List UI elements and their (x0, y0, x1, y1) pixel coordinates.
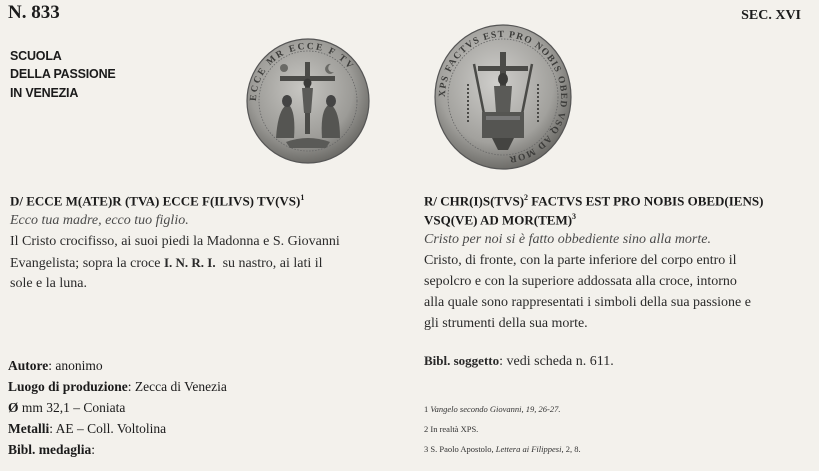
obverse-legend: D/ ECCE M(ATE)R (TVA) ECCE F(ILIVS) TV(VS)$^1$ (10, 193, 305, 209)
subject-bibliography: Bibl. soggetto: vedi scheda n. 611. (424, 353, 614, 369)
footnote-2: 2 In realtà XPS. (424, 424, 479, 434)
reverse-description-line-3: alla quale sono rappresentati i simboli della sua passione e (424, 295, 751, 310)
reverse-description-line-2: sepolcro e con la superiore addossata alla croce, intorno (424, 274, 737, 289)
obverse-coin-legend: ECCE MR ECCE F TV (248, 41, 356, 102)
reverse-description-line-4: gli strumenti della sua morte. (424, 316, 588, 331)
inri-inscription: I. N. R. I. (163, 255, 216, 270)
reverse-legend-line-1: R/ CHR(I)S(TVS)$^2$ FACTVS EST PRO NOBIS OBED(IENS) (424, 193, 764, 209)
reverse-coin-legend: XPS FACTVS EST PRO NOBIS OBED VSQ AD MOR (437, 29, 569, 164)
century-label: SEC. XVI (741, 8, 801, 23)
meta-medal-bibliography: Bibl. medaglia: (8, 442, 96, 457)
obverse-description-line-1: Il Cristo crocifisso, ai suoi piedi la Madonna e S. Giovanni (10, 234, 340, 249)
reverse-translation: Cristo per noi si è fatto obbediente sino alla morte. (424, 232, 711, 247)
subject-line-1: SCUOLA (10, 49, 62, 63)
meta-production-place: Luogo di produzione: Zecca di Venezia (8, 379, 227, 394)
obverse-description-line-3: sole e la luna. (10, 276, 87, 291)
reverse-legend-line-2: VSQ(VE) AD MOR(TEM)$^3$ (424, 212, 577, 228)
reverse-coin-image (434, 24, 572, 170)
reverse-description-line-1: Cristo, di fronte, con la parte inferiore del corpo entro il (424, 253, 737, 268)
subject-line-3: IN VENEZIA (10, 86, 79, 100)
meta-author: Autore: anonimo (8, 358, 103, 373)
obverse-description-line-2: Evangelista; sopra la croce I. N. R. I. su nastro, ai lati il (10, 255, 323, 271)
obverse-translation: Ecco tua madre, ecco tuo figlio. (10, 213, 189, 228)
catalog-number: N. 833 (8, 2, 60, 23)
obverse-coin-image (246, 38, 370, 164)
footnote-3: 3 S. Paolo Apostolo, Lettera ai Filippesi, 2, 8. (424, 444, 581, 454)
meta-diameter: Ø mm 32,1 – Coniata (8, 400, 126, 415)
subject-line-2: DELLA PASSIONE (10, 67, 116, 81)
meta-metals: Metalli: AE – Coll. Voltolina (8, 421, 167, 436)
footnote-1: 1 Vangelo secondo Giovanni, 19, 26-27. (424, 404, 561, 414)
